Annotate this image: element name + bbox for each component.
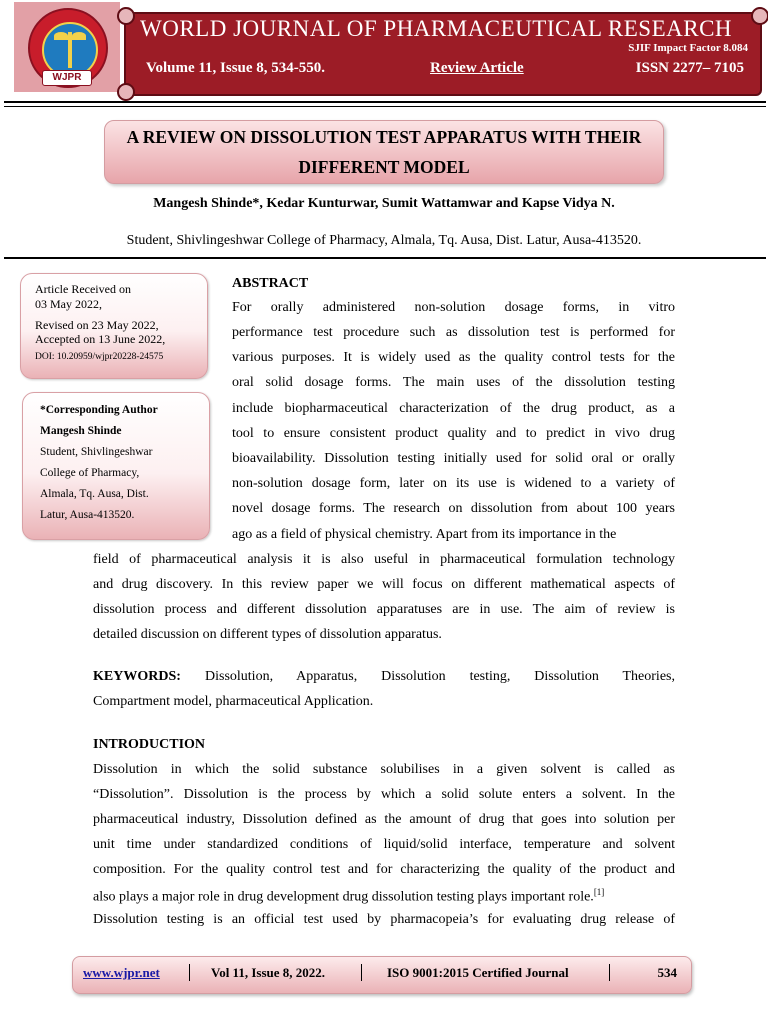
- abstract-line: detailed discussion on different types of dissolution apparatus.: [93, 627, 442, 642]
- revised-date: Revised on 23 May 2022,: [35, 318, 159, 332]
- title-line-1: A REVIEW ON DISSOLUTION TEST APPARATUS WITH THEIR: [126, 127, 642, 147]
- issn: ISSN 2277– 7105: [635, 60, 744, 76]
- abstract-line: ago as a field of physical chemistry. Apart from its importance in the: [232, 527, 617, 542]
- corresponding-line: Almala, Tq. Ausa, Dist.: [40, 488, 149, 500]
- keywords-label: KEYWORDS:: [93, 669, 181, 684]
- footer-separator: [361, 964, 362, 981]
- corresponding-line: College of Pharmacy,: [40, 467, 140, 479]
- abstract-line: novel dosage forms. The research on dissolution from about 100 years: [232, 501, 675, 516]
- abstract-line: tool to ensure consistent product quality and to predict in vivo drug: [232, 426, 675, 441]
- introduction-line: unit time under standardized conditions of liquid/solid interface, temperature and solvent: [93, 837, 675, 852]
- abstract-line: field of pharmaceutical analysis it is also useful in pharmaceutical formulation technology: [93, 552, 675, 567]
- abstract-line: non-solution dosage form, later on its use is widened to a variety of: [232, 476, 675, 491]
- introduction-line: “Dissolution”. Dissolution is the process by which a solid solute enters a solvent. In the: [93, 787, 675, 802]
- authors: Mangesh Shinde*, Kedar Kunturwar, Sumit Wattamwar and Kapse Vidya N.: [153, 196, 615, 211]
- article-title: [104, 120, 664, 184]
- keywords-line: Compartment model, pharmaceutical Application.: [93, 694, 374, 709]
- article-type-link[interactable]: Review Article: [430, 60, 524, 76]
- page-footer: [72, 956, 692, 994]
- introduction-line: Dissolution in which the solid substance solubilises in a given solvent is called as: [93, 762, 675, 777]
- corresponding-author-box: [22, 392, 210, 540]
- received-label: Article Received on: [35, 282, 131, 296]
- website-link[interactable]: www.wjpr.net: [83, 965, 160, 980]
- journal-title: WORLD JOURNAL OF PHARMACEUTICAL RESEARCH: [140, 16, 733, 41]
- abstract-line: dissolution process and different dissolution apparatuses are in use. The aim of review is: [93, 602, 675, 617]
- header-scroll: [124, 12, 762, 96]
- abstract-heading: ABSTRACT: [232, 276, 309, 291]
- received-date: 03 May 2022,: [35, 297, 102, 311]
- abstract-line: For orally administered non-solution dosage forms, in vitro: [232, 300, 675, 315]
- abstract-line: and drug discovery. In this review paper we will focus on different mathematical aspects of: [93, 577, 675, 592]
- journal-banner: [6, 2, 766, 94]
- corresponding-name: Mangesh Shinde: [40, 425, 122, 437]
- accepted-date: Accepted on 13 June 2022,: [35, 332, 166, 346]
- section-rule: [4, 257, 766, 259]
- footer-separator: [609, 964, 610, 981]
- citation[interactable]: [1]: [593, 887, 605, 897]
- introduction-line: pharmaceutical industry, Dissolution defined as the amount of drug that goes into solution per: [93, 812, 675, 827]
- volume-info: Volume 11, Issue 8, 534-550.: [146, 60, 326, 76]
- introduction-line: composition. For the quality control test and for characterizing the quality of the product and: [93, 862, 675, 877]
- keywords-line: Dissolution, Apparatus, Dissolution testing, Dissolution Theories,: [205, 669, 675, 684]
- abstract-line: oral solid dosage forms. The main uses of the dissolution testing: [232, 375, 675, 390]
- introduction-heading: INTRODUCTION: [93, 737, 206, 752]
- doi: DOI: 10.20959/wjpr20228-24575: [35, 352, 164, 362]
- corresponding-line: Latur, Ausa-413520.: [40, 509, 135, 521]
- article-info-box: [20, 273, 208, 379]
- page-number: 534: [657, 965, 677, 980]
- introduction-line: Dissolution testing is an official test used by pharmacopeia’s for evaluating drug release of: [93, 912, 675, 927]
- footer-certification: ISO 9001:2015 Certified Journal: [387, 965, 569, 980]
- abstract-line: various purposes. It is widely used as the quality control tests for the: [232, 350, 675, 365]
- abstract-line: performance test procedure such as dissolution test is performed for: [232, 325, 675, 340]
- corresponding-line: Student, Shivlingeshwar: [40, 446, 153, 458]
- title-line-2: DIFFERENT MODEL: [298, 157, 470, 177]
- abstract-line: bioavailability. Dissolution testing initially used for solid oral or orally: [232, 451, 675, 466]
- footer-separator: [189, 964, 190, 981]
- impact-factor: SJIF Impact Factor 8.084: [628, 42, 748, 54]
- header-rule: [4, 101, 766, 103]
- abstract-line: include biopharmaceutical characterization of the drug product, as a: [232, 401, 675, 416]
- journal-logo: [14, 2, 120, 92]
- affiliation: Student, Shivlingeshwar College of Pharmacy, Almala, Tq. Ausa, Dist. Latur, Ausa-413520.: [126, 233, 642, 248]
- header-rule-thin: [4, 106, 766, 107]
- footer-issue: Vol 11, Issue 8, 2022.: [211, 965, 326, 980]
- corresponding-heading: *Corresponding Author: [40, 404, 158, 416]
- logo-tag: WJPR: [42, 70, 92, 86]
- introduction-line: also plays a major role in drug development drug dissolution testing plays important role.[1]: [93, 887, 605, 905]
